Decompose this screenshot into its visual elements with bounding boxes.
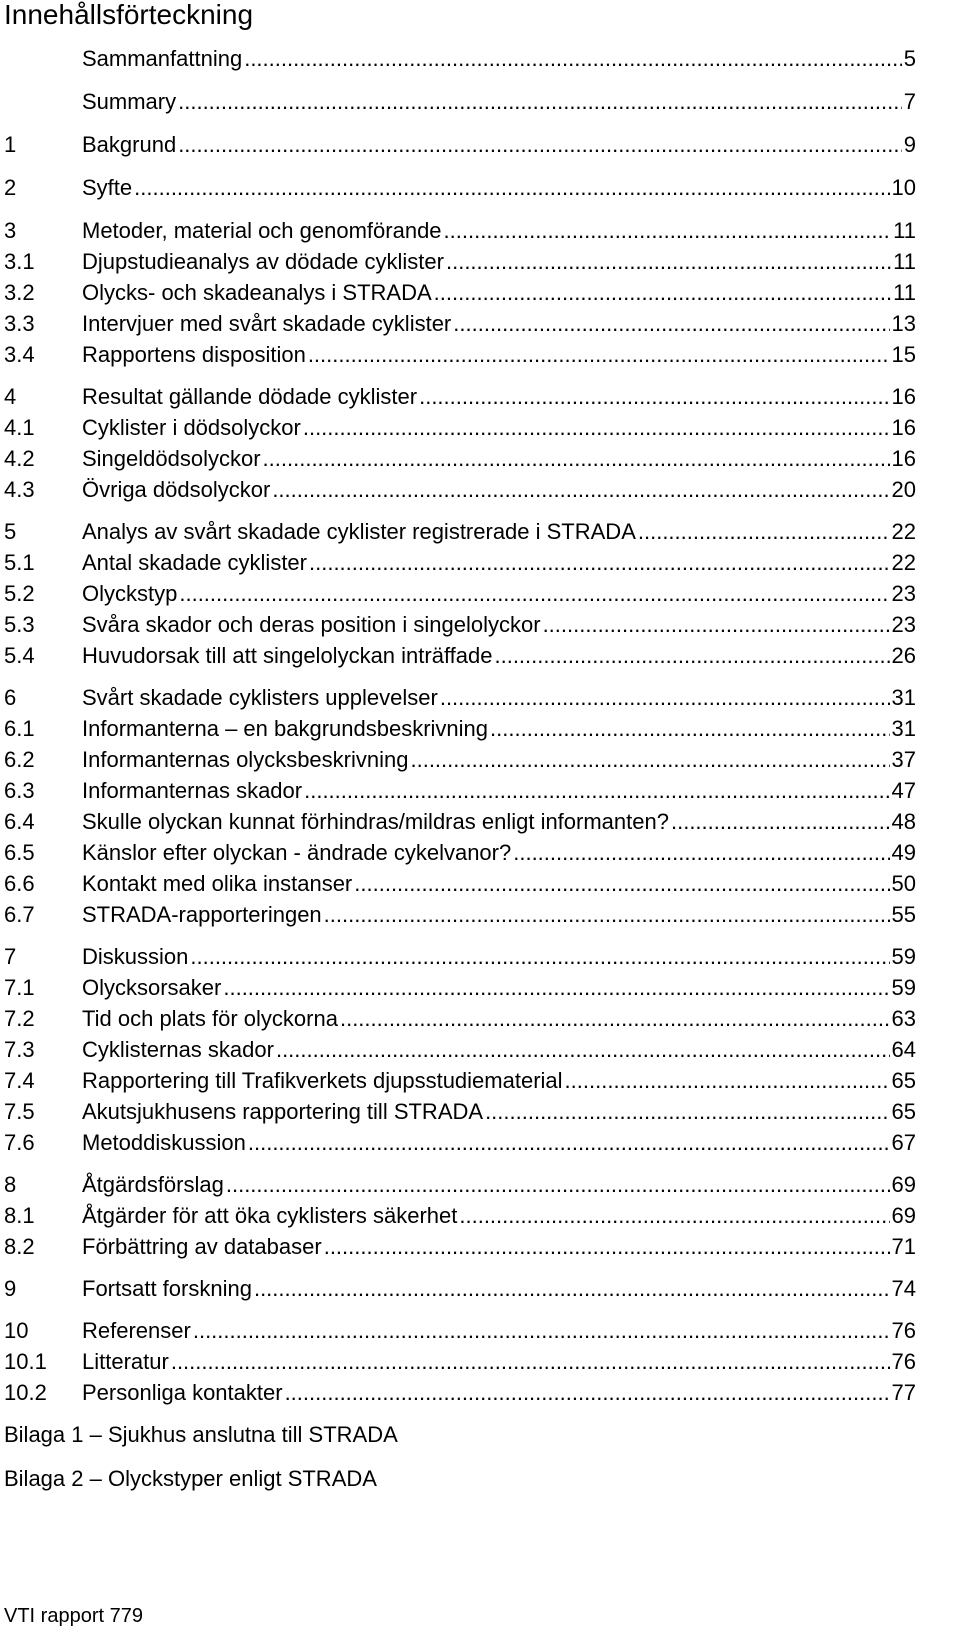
toc-entry-number: 8.2 (4, 1234, 35, 1259)
toc-entry-page: 48 (891, 809, 916, 834)
toc-entry-label: Metoddiskussion (82, 1130, 246, 1155)
toc-entry-label: Summary (82, 89, 177, 114)
toc-entry-page: 37 (891, 747, 916, 772)
toc-entry-label: Olycksorsaker (82, 975, 222, 1000)
toc-entry-page: 13 (891, 311, 916, 336)
toc-entry-label: Informanterna – en bakgrundsbeskrivning (82, 716, 489, 741)
dot-leader (171, 1349, 890, 1375)
toc-entry-page: 76 (891, 1349, 916, 1374)
toc-entry-label: Informanternas olycksbeskrivning (82, 747, 409, 772)
toc-entry-page: 76 (891, 1318, 916, 1343)
toc-entry-label: Diskussion (82, 944, 189, 969)
toc-entry-6-6[interactable] (4, 869, 916, 897)
toc-entry-page: 77 (891, 1380, 916, 1405)
toc-entry-page: 16 (891, 384, 916, 409)
toc-entry-label: Övriga dödsolyckor (82, 477, 271, 502)
toc-entry-10-1[interactable] (4, 1347, 916, 1375)
toc-entry-1[interactable] (4, 130, 916, 158)
toc-entry-number: 3.2 (4, 280, 35, 305)
dot-leader (223, 975, 889, 1001)
toc-entry-page: 65 (891, 1099, 916, 1124)
toc-entry-label: Olyckstyp (82, 581, 178, 606)
toc-entry-number: 7.5 (4, 1099, 35, 1124)
dot-leader (304, 778, 889, 804)
toc-entry-page: 5 (903, 46, 916, 71)
toc-entry-summary[interactable] (4, 87, 916, 115)
toc-entry-number: 5.1 (4, 550, 35, 575)
toc-entry-page: 7 (903, 89, 916, 114)
toc-entry-label: Cyklister i dödsolyckor (82, 415, 301, 440)
appendix-2[interactable]: Bilaga 2 – Olyckstyper enligt STRADA (4, 1466, 377, 1491)
toc-entry-page: 11 (893, 249, 916, 274)
toc-entry-6-7[interactable] (4, 900, 916, 928)
toc-entry-label: Cyklisternas skador (82, 1037, 274, 1062)
toc-entry-6[interactable] (4, 683, 916, 711)
toc-entry-3-2[interactable] (4, 278, 916, 306)
toc-entry-number: 9 (4, 1276, 17, 1301)
toc-entry-4-2[interactable] (4, 444, 916, 472)
toc-entry-5-1[interactable] (4, 548, 916, 576)
dot-leader (193, 1318, 890, 1344)
toc-entry-page: 50 (891, 871, 916, 896)
toc-entry-8-2[interactable] (4, 1232, 916, 1260)
toc-entry-label: Tid och plats för olyckorna (82, 1006, 338, 1031)
toc-entry-6-5[interactable] (4, 838, 916, 866)
toc-entry-label: Åtgärder för att öka cyklisters säkerhet (82, 1203, 458, 1228)
report-footer: VTI rapport 779 (4, 1605, 143, 1627)
toc-entry-number: 1 (4, 132, 17, 157)
toc-entry-6-1[interactable] (4, 714, 916, 742)
toc-entry-5[interactable] (4, 517, 916, 545)
toc-entry-page: 9 (903, 132, 916, 157)
toc-entry-label: Personliga kontakter (82, 1380, 283, 1405)
dot-leader (459, 1203, 889, 1229)
toc-entry-8[interactable] (4, 1170, 916, 1198)
dot-leader (324, 902, 890, 928)
dot-leader (309, 550, 890, 576)
toc-entry-number: 6.1 (4, 716, 35, 741)
toc-entry-6-3[interactable] (4, 776, 916, 804)
toc-entry-4-3[interactable] (4, 475, 916, 503)
toc-entry-2[interactable] (4, 173, 916, 201)
toc-entry-number: 6.6 (4, 871, 35, 896)
toc-entry-9[interactable] (4, 1274, 916, 1302)
toc-entry-label: Akutsjukhusens rapportering till STRADA (82, 1099, 484, 1124)
dot-leader (490, 716, 889, 742)
toc-entry-label: Singeldödsolyckor (82, 446, 261, 471)
dot-leader (513, 840, 889, 866)
dot-leader (440, 685, 890, 711)
toc-entry-7-1[interactable] (4, 973, 916, 1001)
toc-entry-page: 64 (891, 1037, 916, 1062)
toc-entry-number: 6.5 (4, 840, 35, 865)
dot-leader (190, 944, 889, 970)
toc-entry-label: Resultat gällande dödade cyklister (82, 384, 418, 409)
toc-entry-page: 23 (891, 612, 916, 637)
toc-entry-label: Kontakt med olika instanser (82, 871, 353, 896)
toc-entry-page: 69 (891, 1172, 916, 1197)
toc-entry-number: 6.2 (4, 747, 35, 772)
toc-entry-number: 3.4 (4, 342, 35, 367)
toc-entry-6-4[interactable] (4, 807, 916, 835)
toc-entry-label: STRADA-rapporteringen (82, 902, 322, 927)
toc-entry-page: 11 (893, 280, 916, 305)
toc-entry-label: Svåra skador och deras position i singelolyckor (82, 612, 541, 637)
toc-entry-number: 8.1 (4, 1203, 35, 1228)
toc-entry-8-1[interactable] (4, 1201, 916, 1229)
toc-entry-label: Svårt skadade cyklisters upplevelser (82, 685, 438, 710)
toc-entry-page: 65 (891, 1068, 916, 1093)
toc-entry-page: 55 (891, 902, 916, 927)
toc-entry-number: 4 (4, 384, 17, 409)
toc-entry-number: 5 (4, 519, 17, 544)
toc-entry-number: 10 (4, 1318, 29, 1343)
toc-entry-3[interactable] (4, 216, 916, 244)
toc-entry-page: 59 (891, 975, 916, 1000)
toc-entry-label: Rapportering till Trafikverkets djupsstudiematerial (82, 1068, 563, 1093)
dot-leader (178, 132, 902, 158)
toc-entry-10-2[interactable] (4, 1378, 916, 1406)
dot-leader (434, 280, 891, 306)
dot-leader (638, 519, 890, 545)
toc-entry-7[interactable] (4, 942, 916, 970)
toc-entry-label: Djupstudieanalys av dödade cyklister (82, 249, 444, 274)
dot-leader (671, 809, 890, 835)
toc-entry-sammanfattning[interactable] (4, 44, 916, 72)
dot-leader (226, 1172, 890, 1198)
toc-entry-label: Referenser (82, 1318, 191, 1343)
toc-entry-number: 3.3 (4, 311, 35, 336)
toc-entry-number: 5.4 (4, 643, 35, 668)
dot-leader (444, 218, 892, 244)
toc-entry-label: Åtgärdsförslag (82, 1172, 224, 1197)
dot-leader (244, 46, 902, 72)
toc-entry-label: Informanternas skador (82, 778, 303, 803)
toc-entry-number: 10.2 (4, 1380, 47, 1405)
toc-entry-number: 7.2 (4, 1006, 35, 1031)
toc-entry-label: Analys av svårt skadade cyklister registrerade i STRADA (82, 519, 636, 544)
dot-leader (494, 643, 889, 669)
toc-entry-number: 7.1 (4, 975, 35, 1000)
toc-entry-3-3[interactable] (4, 309, 916, 337)
toc-entry-number: 3 (4, 218, 17, 243)
toc-entry-page: 63 (891, 1006, 916, 1031)
toc-entry-label: Litteratur (82, 1349, 169, 1374)
toc-entry-label: Huvudorsak till att singelolyckan inträffade (82, 643, 493, 668)
toc-entry-3-4[interactable] (4, 340, 916, 368)
toc-entry-label: Intervjuer med svårt skadade cyklister (82, 311, 452, 336)
dot-leader (303, 415, 890, 441)
dot-leader (276, 1037, 890, 1063)
toc-entry-5-4[interactable] (4, 641, 916, 669)
dot-leader (565, 1068, 890, 1094)
toc-entry-number: 6.3 (4, 778, 35, 803)
page-title: Innehållsförteckning (4, 0, 254, 30)
toc-entry-number: 7 (4, 944, 17, 969)
dot-leader (485, 1099, 889, 1125)
dot-leader (254, 1276, 890, 1302)
toc-entry-page: 49 (891, 840, 916, 865)
appendix-1[interactable]: Bilaga 1 – Sjukhus anslutna till STRADA (4, 1422, 398, 1447)
toc-entry-page: 67 (891, 1130, 916, 1155)
toc-entry-label: Olycks- och skadeanalys i STRADA (82, 280, 432, 305)
toc-entry-3-1[interactable] (4, 247, 916, 275)
toc-entry-number: 8 (4, 1172, 17, 1197)
toc-entry-number: 7.3 (4, 1037, 35, 1062)
toc-entry-page: 69 (891, 1203, 916, 1228)
dot-leader (263, 446, 890, 472)
toc-entry-number: 6 (4, 685, 17, 710)
toc-entry-5-2[interactable] (4, 579, 916, 607)
toc-entry-number: 10.1 (4, 1349, 47, 1374)
dot-leader (340, 1006, 890, 1032)
toc-entry-4-1[interactable] (4, 413, 916, 441)
dot-leader (324, 1234, 890, 1260)
toc-entry-number: 5.2 (4, 581, 35, 606)
toc-entry-6-2[interactable] (4, 745, 916, 773)
toc-entry-4[interactable] (4, 382, 916, 410)
toc-entry-label: Fortsatt forskning (82, 1276, 252, 1301)
toc-entry-page: 20 (891, 477, 916, 502)
toc-entry-number: 7.6 (4, 1130, 35, 1155)
dot-leader (179, 581, 889, 607)
toc-entry-page: 71 (891, 1234, 916, 1259)
dot-leader (446, 249, 891, 275)
toc-entry-page: 47 (891, 778, 916, 803)
toc-entry-page: 31 (891, 685, 916, 710)
toc-entry-number: 6.7 (4, 902, 35, 927)
toc-entry-label: Skulle olyckan kunnat förhindras/mildras enligt informanten? (82, 809, 669, 834)
toc-entry-7-2[interactable] (4, 1004, 916, 1032)
toc-entry-number: 4.3 (4, 477, 35, 502)
toc-entry-label: Metoder, material och genomförande (82, 218, 442, 243)
toc-entry-5-3[interactable] (4, 610, 916, 638)
toc-entry-number: 3.1 (4, 249, 35, 274)
toc-entry-7-5[interactable] (4, 1097, 916, 1125)
dot-leader (134, 175, 889, 201)
toc-entry-page: 22 (891, 519, 916, 544)
toc-entry-7-3[interactable] (4, 1035, 916, 1063)
toc-entry-page: 26 (891, 643, 916, 668)
toc-entry-label: Syfte (82, 175, 133, 200)
toc-entry-10[interactable] (4, 1316, 916, 1344)
dot-leader (178, 89, 902, 115)
dot-leader (248, 1130, 890, 1156)
toc-entry-7-6[interactable] (4, 1128, 916, 1156)
toc-entry-number: 5.3 (4, 612, 35, 637)
toc-entry-page: 10 (891, 175, 916, 200)
toc-entry-number: 4.2 (4, 446, 35, 471)
dot-leader (272, 477, 889, 503)
dot-leader (453, 311, 889, 337)
toc-entry-page: 23 (891, 581, 916, 606)
toc-entry-page: 74 (891, 1276, 916, 1301)
dot-leader (410, 747, 889, 773)
toc-entry-label: Rapportens disposition (82, 342, 306, 367)
toc-entry-number: 4.1 (4, 415, 35, 440)
dot-leader (419, 384, 889, 410)
toc-entry-page: 31 (891, 716, 916, 741)
dot-leader (308, 342, 890, 368)
toc-entry-label: Antal skadade cyklister (82, 550, 307, 575)
toc-entry-number: 2 (4, 175, 17, 200)
toc-entry-number: 7.4 (4, 1068, 35, 1093)
dot-leader (354, 871, 889, 897)
toc-entry-page: 15 (891, 342, 916, 367)
toc-entry-page: 11 (893, 218, 916, 243)
toc-entry-page: 22 (891, 550, 916, 575)
dot-leader (285, 1380, 890, 1406)
toc-entry-label: Bakgrund (82, 132, 177, 157)
toc-entry-number: 6.4 (4, 809, 35, 834)
toc-entry-label: Förbättring av databaser (82, 1234, 322, 1259)
toc-entry-label: Känslor efter olyckan - ändrade cykelvanor? (82, 840, 512, 865)
toc-entry-7-4[interactable] (4, 1066, 916, 1094)
dot-leader (543, 612, 890, 638)
toc-entry-page: 16 (891, 415, 916, 440)
toc-entry-page: 16 (891, 446, 916, 471)
toc-entry-label: Sammanfattning (82, 46, 243, 71)
toc-entry-page: 59 (891, 944, 916, 969)
